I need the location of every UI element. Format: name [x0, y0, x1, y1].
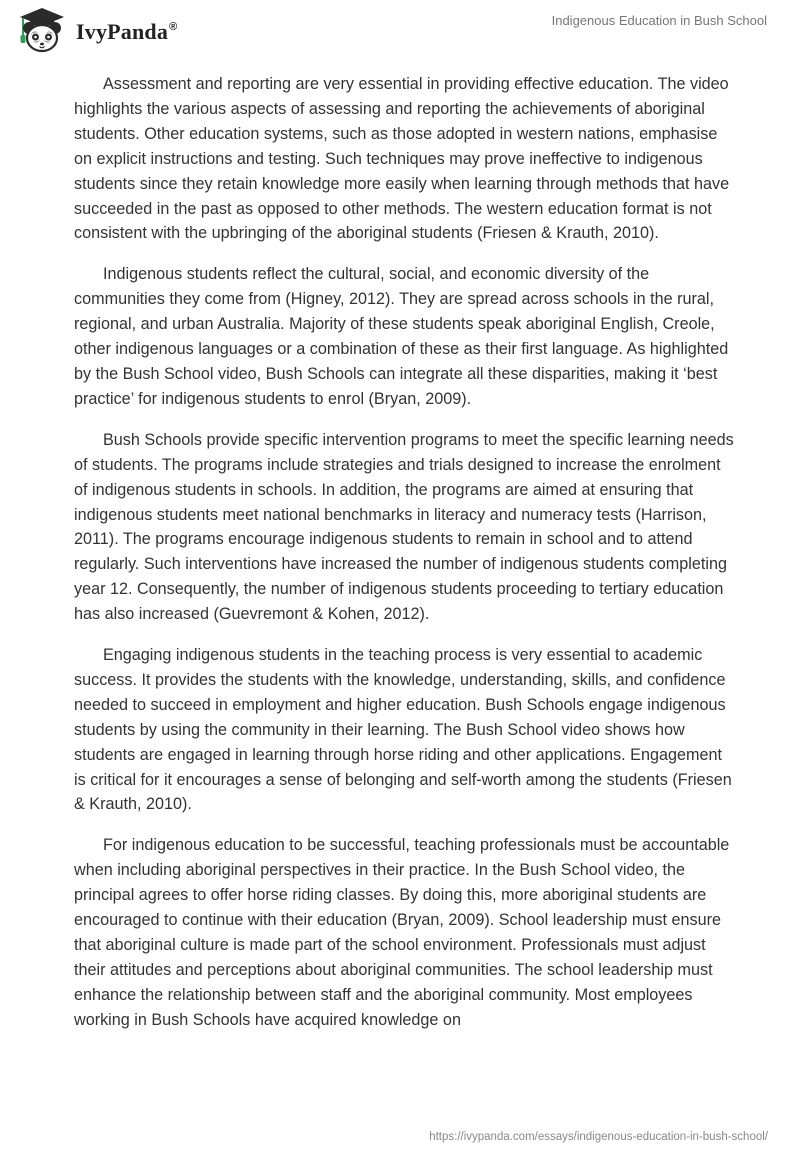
essay-body [74, 72, 734, 1049]
registered-mark: ® [169, 21, 178, 33]
paragraph: Engaging indigenous students in the teaching process is very essential to academic success. It provides the students with the knowledge, understanding, skills, and confidence needed to succeed in employment and higher education. Bush Schools engage indigenous students by using the community in their learning. The Bush School video shows how students are engaged in learning through horse riding and other applications. Engagement is critical for it encourages a sense of belonging and self-worth among the students (Friesen & Krauth, 2010). [74, 646, 732, 814]
document-title: Indigenous Education in Bush School [551, 13, 767, 28]
paragraph: Assessment and reporting are very essential in providing effective education. The video highlights the various aspects of assessing and reporting the achievements of aboriginal students. Other education systems, such as those adopted in western nations, emphasise on explicit instructions and testing. Such techniques may prove ineffective to indigenous students since they retain knowledge more easily when learning through methods that have succeeded in the past as opposed to other methods. The western education format is not consistent with the upbringing of the aboriginal students (Friesen & Krauth, 2010). [74, 75, 730, 243]
paragraph: For indigenous education to be successful, teaching professionals must be accountable when including aboriginal perspectives in their practice. In the Bush School video, the principal agrees to offer horse riding classes. By doing this, more aboriginal students are encouraged to continue with their education (Bryan, 2009). School leadership must ensure that aboriginal culture is made part of the school environment. Professionals must adjust their attitudes and perceptions about aboriginal communities. The school leadership must enhance the relationship between staff and the aboriginal community. Most employees working in Bush Schools have acquired knowledge on [74, 836, 730, 1029]
brand-logo[interactable] [14, 6, 177, 56]
paragraph: Indigenous students reflect the cultural, social, and economic diversity of the communities they come from (Higney, 2012). They are spread across schools in the rural, regional, and urban Australia. Majority of these students speak aboriginal English, Creole, other indigenous languages or a combination of these as their first language. As highlighted by the Bush School video, Bush Schools can integrate all these disparities, making it ‘best practice’ for indigenous students to enrol (Bryan, 2009). [74, 265, 729, 408]
panda-graduate-icon [14, 6, 70, 56]
page-header [0, 0, 800, 60]
source-url[interactable]: https://ivypanda.com/essays/indigenous-education-in-bush-school/ [429, 1131, 768, 1143]
brand-name: IvyPanda® [76, 19, 178, 44]
paragraph: Bush Schools provide specific intervention programs to meet the specific learning needs of students. The programs include strategies and trials designed to increase the enrolment of indigenous students in schools. In addition, the programs are aimed at ensuring that indigenous students meet national benchmarks in literacy and numeracy tests (Harrison, 2011). The programs encourage indigenous students to remain in school and to attend regularly. Such interventions have increased the number of indigenous students completing year 12. Consequently, the number of indigenous students proceeding to tertiary education has also increased (Guevremont & Kohen, 2012). [74, 430, 734, 624]
